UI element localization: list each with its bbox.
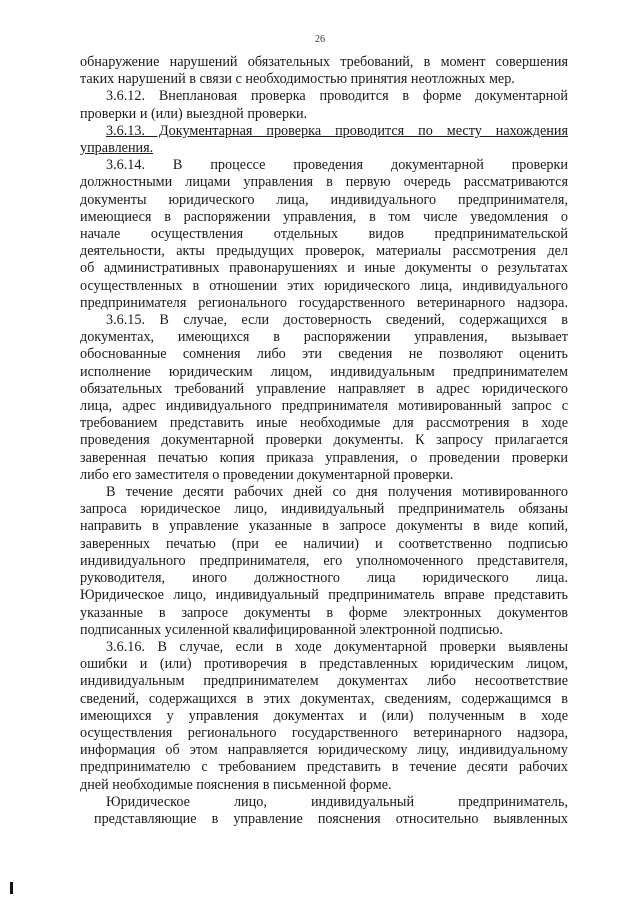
text-line: 3.6.15. В случае, если достоверность сведений, содержащихся в: [106, 312, 568, 329]
text-line: 3.6.13. Документарная проверка проводится по месту нахождения: [106, 122, 568, 139]
text-line: обязательных требований управление направляет в адрес юридического: [80, 380, 568, 397]
text-line: осуществленных в отношении этих юридического лица, индивидуального: [80, 277, 568, 294]
text-line: начале осуществления отдельных видов предпринимательской: [80, 226, 568, 243]
text-line: указанные в запросе документы в форме электронных документов: [80, 604, 568, 621]
text-line: предпринимателя регионального государственного ветеринарного надзора.: [80, 294, 568, 311]
text-line: требованием представить иные необходимые для рассмотрения в ходе: [80, 415, 568, 432]
text-line: дней необходимые пояснения в письменной форме.: [80, 776, 392, 793]
page-number: 26: [315, 34, 325, 45]
text-line: имеющиеся в распоряжении управления, в том числе уведомления о: [80, 208, 568, 225]
text-line: 3.6.14. В процессе проведения документарной проверки: [106, 157, 568, 174]
text-line: 3.6.16. В случае, если в ходе документарной проверки выявлены: [106, 638, 568, 655]
text-line: документах, имеющихся в распоряжении управления, вызывает: [80, 329, 568, 346]
text-line: заверенных печатью (при ее наличии) и соответственно подписью: [80, 535, 568, 552]
text-line: В течение десяти рабочих дней со дня получения мотивированного: [106, 484, 568, 501]
text-line: об административных правонарушениях и иные документы о результатах: [80, 260, 568, 277]
text-line: запроса юридическое лицо, индивидуальный предприниматель обязаны: [80, 501, 568, 518]
text-line: индивидуальным предпринимателем документах либо несоответствие: [80, 673, 568, 690]
text-line: Юридическое лицо, индивидуальный предприниматель вправе представить: [80, 587, 568, 604]
text-line: лица, адрес индивидуального предпринимателя мотивированный запрос с: [80, 398, 568, 415]
text-line: ошибки и (или) противоречия в представленных юридическим лицом,: [80, 656, 568, 673]
text-line: либо его заместителя о проведении документарной проверки.: [80, 466, 454, 483]
text-line: обнаружение нарушений обязательных требований, в момент совершения: [80, 54, 568, 70]
text-line: направить в управление указанные в запросе документы в виде копий,: [80, 518, 568, 535]
text-line: подписанных усиленной квалифицированной электронной подписью.: [80, 621, 503, 638]
text-line: документы юридического лица, индивидуального предпринимателя,: [80, 191, 568, 208]
text-line: информация об этом направляется юридическому лицу, индивидуальному: [80, 742, 568, 759]
text-line: заверенная печатью копия приказа управления, о проведении проверки: [80, 449, 568, 466]
text-line: руководителя, иного должностного лица юридического лица.: [80, 570, 568, 587]
text-line: имеющихся у управления документах и (или) полученным в ходе: [80, 707, 568, 724]
text-line: индивидуального предпринимателя, его уполномоченного представителя,: [80, 552, 568, 569]
text-line: исполнение юридическим лицом, индивидуальным предпринимателем: [80, 363, 568, 380]
text-line: осуществления регионального государственного ветеринарного надзора,: [80, 724, 568, 741]
text-line: 3.6.12. Внеплановая проверка проводится в форме документарной: [106, 88, 568, 105]
text-line: обоснованные сомнения либо эти сведения не позволяют оценить: [80, 346, 568, 363]
scan-edge-mark: [10, 882, 13, 894]
text-line: деятельности, акты предыдущих проверок, материалы рассмотрения дел: [80, 243, 568, 260]
document-body: [80, 54, 568, 828]
text-line: проверки и (или) выездной проверки.: [80, 105, 308, 122]
text-line: должностными лицами управления в первую очередь рассматриваются: [80, 174, 568, 191]
text-line: представляющие в управление пояснения относительно выявленных: [94, 810, 568, 827]
text-line: сведений, содержащихся в этих документах, сведениям, содержащимся в: [80, 690, 568, 707]
text-line: управления.: [80, 140, 154, 157]
text-line: таких нарушений в связи с необходимостью принятия неотложных мер.: [80, 71, 515, 88]
text-line: предпринимателю с требованием представить в течение десяти рабочих: [80, 759, 568, 776]
text-line: проведения документарной проверки документы. К запросу прилагается: [80, 432, 568, 449]
text-line: Юридическое лицо, индивидуальный предприниматель,: [106, 793, 568, 810]
